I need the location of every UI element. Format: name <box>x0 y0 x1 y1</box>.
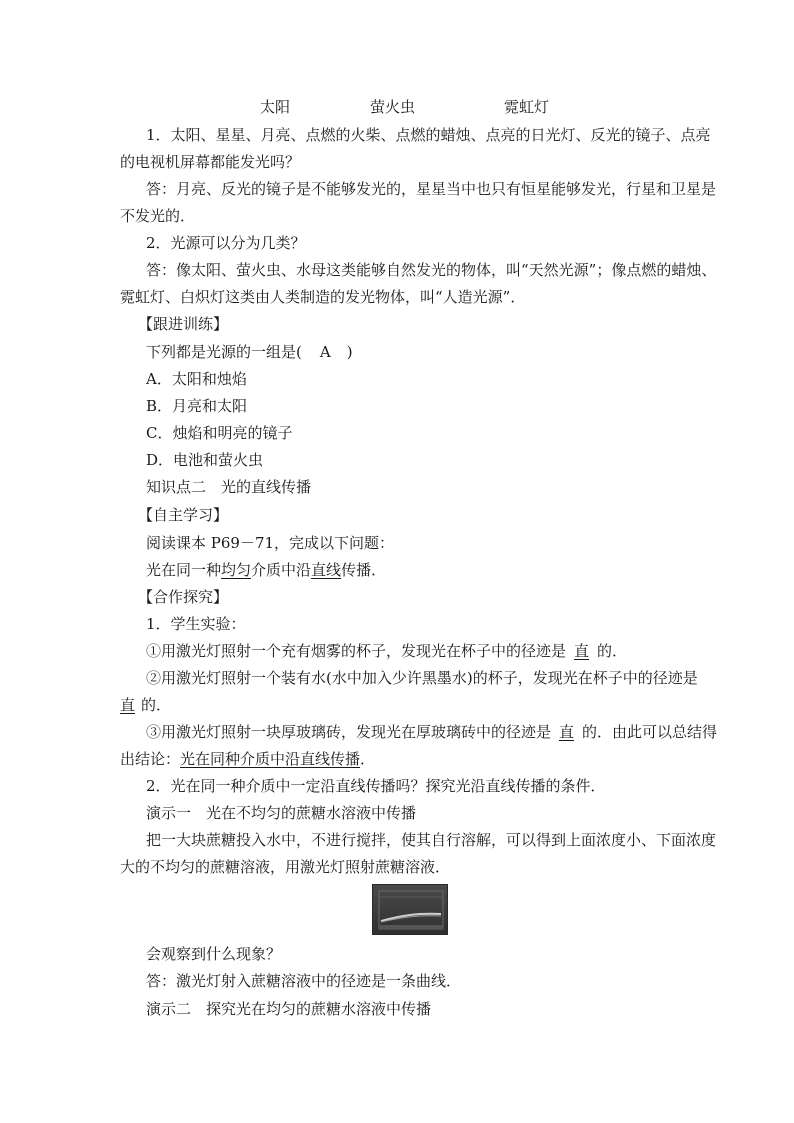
section-self-study: 【自主学习】 <box>138 506 229 524</box>
question-1-line-2: 的电视机屏幕都能发光吗？ <box>120 153 301 171</box>
section-cooperative-inquiry: 【合作探究】 <box>138 588 229 606</box>
conclusion-prefix: 出结论： <box>120 750 181 768</box>
experiment-3-line-2 <box>120 749 375 769</box>
conclusion-blank: 光在同种介质中沿直线传播 <box>180 750 361 768</box>
experiment-2-blank: 直 <box>120 696 136 714</box>
reading-instruction: 阅读课本 P69－71，完成以下问题： <box>146 534 395 552</box>
mcq-option-b: B．月亮和太阳 <box>146 397 248 415</box>
fill-in-statement <box>146 560 386 580</box>
laser-beam-curve-image <box>373 885 448 935</box>
fill-text-1: 光在同一种 <box>146 561 222 579</box>
mcq-answer: A <box>319 343 331 361</box>
experiment-title: 1．学生实验： <box>146 615 246 633</box>
experiment-3-line-1 <box>146 722 717 742</box>
demo-1-desc-line-1: 把一大块蔗糖投入水中，不进行搅拌，使其自行溶解，可以得到上面浓度小、下面浓度 <box>146 831 717 849</box>
fill-text-3: 传播． <box>341 561 387 579</box>
mcq-stem-close: ) <box>346 343 353 361</box>
mcq-stem-text: 下列都是光源的一组是( <box>146 343 302 361</box>
question-2: 2．光源可以分为几类？ <box>146 234 306 252</box>
light-source-labels <box>0 96 794 116</box>
label-sun: 太阳 <box>260 98 291 116</box>
fill-text-2: 介质中沿 <box>251 561 312 579</box>
experiment-1-blank: 直 <box>574 642 590 660</box>
mcq-stem <box>146 342 353 362</box>
answer-1-line-2: 不发光的． <box>120 207 196 225</box>
observe-question: 会观察到什么现象？ <box>146 945 282 963</box>
fill-blank-uniform: 均匀 <box>221 561 252 579</box>
label-neon-light: 霓虹灯 <box>504 98 550 116</box>
label-firefly: 萤火虫 <box>370 98 416 116</box>
answer-2-line-2: 霓虹灯、白炽灯这类由人类制造的发光物体，叫“人造光源”． <box>120 288 526 306</box>
experiment-1-text: ①用激光灯照射一个充有烟雾的杯子，发现光在杯子中的径迹是 <box>146 642 567 660</box>
experiment-2-line-2 <box>120 695 171 715</box>
knowledge-point-title: 知识点二 光的直线传播 <box>146 478 312 496</box>
conclusion-suffix: ． <box>360 750 376 768</box>
mcq-option-a: A．太阳和烛焰 <box>146 370 247 388</box>
mcq-option-d: D．电池和萤火虫 <box>146 451 264 469</box>
fill-blank-straight: 直线 <box>311 561 342 579</box>
experiment-2-line-1: ②用激光灯照射一个装有水(水中加入少许黑墨水)的杯子，发现光在杯子中的径迹是 <box>146 669 698 687</box>
experiment-2-end: 的． <box>141 696 172 714</box>
experiment-3-end: 的．由此可以总结得 <box>582 723 718 741</box>
experiment-1-end: 的． <box>597 642 628 660</box>
experiment-1 <box>146 641 627 661</box>
question-3: 2．光在同一种介质中一定沿直线传播吗？探究光沿直线传播的条件． <box>146 777 606 795</box>
demo-1-title: 演示一 光在不均匀的蔗糖水溶液中传播 <box>146 804 417 822</box>
sugar-solution-photo <box>372 884 448 935</box>
answer-2-line-1: 答：像太阳、萤火虫、水母这类能够自然发光的物体，叫“天然光源”；像点燃的蜡烛、 <box>146 261 717 279</box>
question-1-line-1: 1．太阳、星星、月亮、点燃的火柴、点燃的蜡烛、点亮的日光灯、反光的镜子、点亮 <box>146 126 711 144</box>
observe-answer: 答：激光灯射入蔗糖溶液中的径迹是一条曲线． <box>146 972 462 990</box>
mcq-option-c: C．烛焰和明亮的镜子 <box>146 424 293 442</box>
answer-1-line-1: 答：月亮、反光的镜子是不能够发光的，星星当中也只有恒星能够发光，行星和卫星是 <box>146 180 717 198</box>
experiment-3-blank: 直 <box>559 723 575 741</box>
experiment-3-text: ③用激光灯照射一块厚玻璃砖，发现光在厚玻璃砖中的径迹是 <box>146 723 552 741</box>
demo-2-title: 演示二 探究光在均匀的蔗糖水溶液中传播 <box>146 1000 432 1018</box>
demo-1-desc-line-2: 大的不均匀的蔗糖溶液，用激光灯照射蔗糖溶液． <box>120 858 451 876</box>
section-follow-training: 【跟进训练】 <box>138 315 229 333</box>
